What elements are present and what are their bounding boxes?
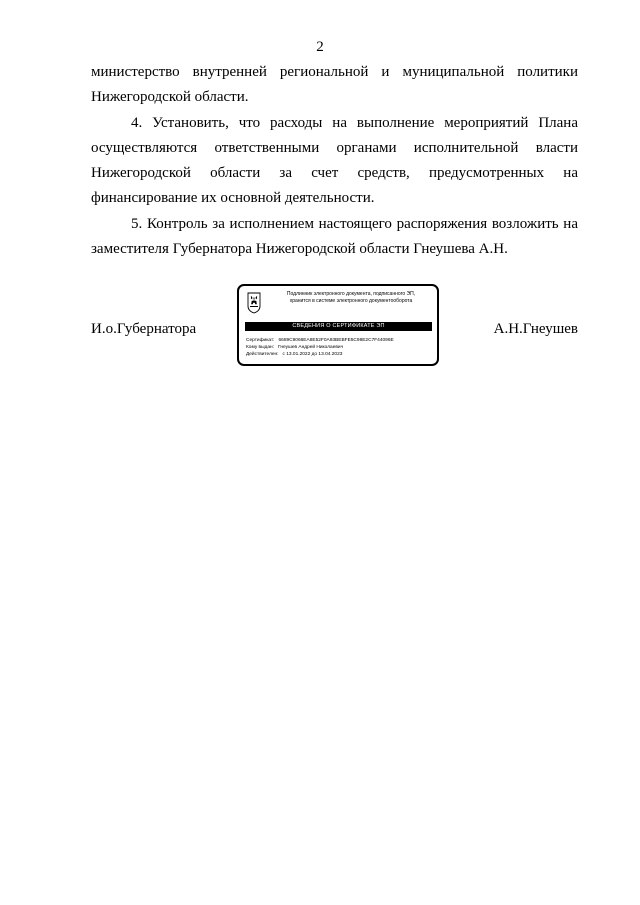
stamp-title-bar: СВЕДЕНИЯ О СЕРТИФИКАТЕ ЭП — [245, 322, 432, 331]
valid-value: с 13.01.2022 до 13.04.2023 — [282, 352, 343, 357]
stamp-header-line-2: хранится в системе электронного документооборота — [289, 297, 413, 304]
stamp-valid-row — [246, 351, 434, 358]
stamp-header — [267, 291, 435, 304]
stamp-header-line-1: Подлинник электронного документа, подписанного ЭП, — [286, 291, 416, 297]
certificate-label: Сертификат: — [246, 338, 275, 343]
stamp-details — [246, 337, 434, 358]
issued-to-value: Гнеушев Андрей Николаевич — [278, 345, 344, 350]
stamp-certificate-row — [246, 337, 434, 344]
certificate-value: 6689C9066EA8E52F0A93BEBFE5C98E2C7F44096E — [278, 338, 394, 343]
paragraph-item-5: 5. Контроль за исполнением настоящего распоряжения возложить на заместителя Губернатора Нижегородской области Гнеушева А.Н. — [91, 215, 578, 258]
document-body — [91, 60, 578, 262]
paragraph-continuation: министерство внутренней региональной и муниципальной политики Нижегородской области. — [91, 64, 578, 106]
deer-emblem-icon — [247, 292, 261, 314]
issued-to-label: Кому выдан: — [246, 345, 274, 350]
page-number: 2 — [316, 39, 324, 55]
signatory-name: А.Н.Гнеушев — [493, 321, 578, 337]
stamp-issued-row — [246, 344, 434, 351]
paragraph-item-4: 4. Установить, что расходы на выполнение мероприятий Плана осуществляются ответственными органами исполнительной власти Нижегородской области за счет средств, предусмотренных на финансирование их основной деятельности. — [91, 114, 578, 207]
signatory-position: И.о.Губернатора — [91, 321, 197, 337]
valid-label: Действителен: — [246, 352, 279, 357]
electronic-signature-stamp — [237, 284, 439, 366]
